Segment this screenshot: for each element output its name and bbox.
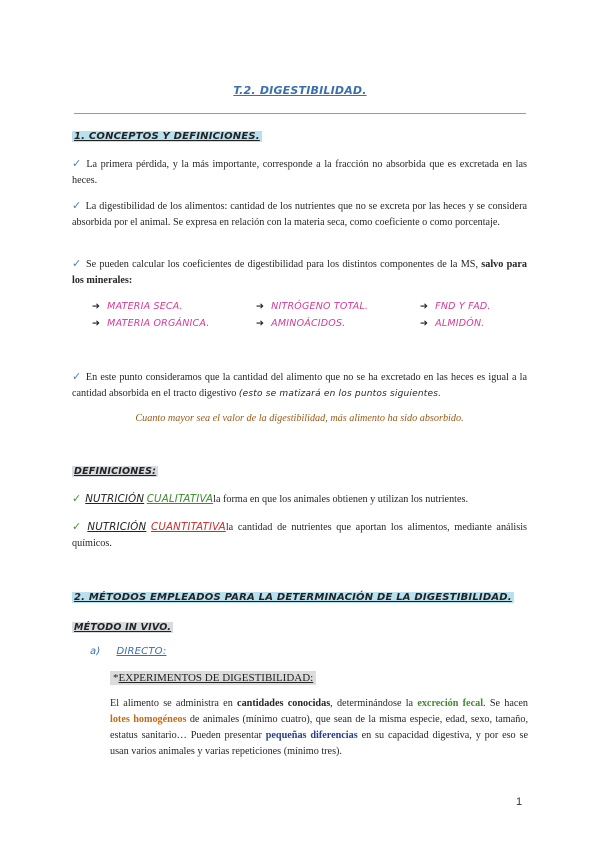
list-item: ALMIDÓN. (435, 318, 485, 329)
text-bold: cantidades conocidas (237, 698, 331, 709)
title-divider (74, 113, 526, 114)
arrow-right-icon: ➔ (92, 301, 101, 312)
experiments-paragraph (110, 696, 528, 760)
paragraph-4-text: En este punto consideramos que la cantidad del alimento que no se ha excretado en las heces es igual a la cantidad absorbida en el tracto digestivo (72, 372, 528, 399)
page-number: 1 (516, 796, 523, 808)
list-item: AMINOÁCIDOS. (271, 318, 346, 329)
list-letter: a) (90, 646, 101, 657)
list-item: MATERIA SECA. (107, 301, 183, 312)
paragraph-2-text: La digestibilidad de los alimentos: cantidad de los nutrientes que no se excreta por las heces y se considera absorbida por el animal. Se expresa en relación con la materia seca, como coeficiente o como porcentaje. (72, 201, 527, 228)
check-icon: ✓ (72, 258, 82, 270)
paragraph-1 (72, 157, 527, 188)
keyword-diferencias: pequeñas diferencias (265, 730, 358, 741)
definition-quantitative (72, 520, 527, 551)
paragraph-3-bold: salvo para los minerales: (72, 259, 528, 286)
section-2-heading: 2. MÉTODOS EMPLEADOS PARA LA DETERMINACIÓN DE LA DIGESTIBILIDAD. (74, 592, 512, 603)
check-icon: ✓ (72, 200, 82, 212)
component-list-col-2 (256, 298, 368, 332)
experiments-heading (110, 671, 316, 685)
paragraph-3 (72, 257, 527, 288)
key-quote: Cuanto mayor sea el valor de la digestibilidad, más alimento ha sido absorbido. (135, 413, 464, 424)
check-icon: ✓ (72, 371, 82, 383)
section-1-heading: 1. CONCEPTOS Y DEFINICIONES. (74, 131, 260, 142)
text-run: El alimento se administra en (110, 698, 233, 709)
asterisk: * (113, 672, 119, 684)
arrow-right-icon: ➔ (256, 301, 265, 312)
definition-text: la forma en que los animales obtienen y utilizan los nutrientes. (213, 494, 469, 505)
keyword-lotes: lotes homogéneos (110, 714, 187, 725)
arrow-right-icon: ➔ (256, 318, 265, 329)
paragraph-4 (72, 370, 527, 402)
component-list-col-1 (92, 298, 209, 332)
check-icon: ✓ (72, 158, 83, 170)
method-heading: MÉTODO IN VIVO. (74, 622, 172, 633)
text-run: . Se hacen (483, 698, 529, 709)
definition-term: NUTRICIÓN (87, 522, 147, 533)
list-item: MATERIA ORGÁNICA. (107, 318, 210, 329)
definition-qualitative (72, 492, 527, 508)
list-item: NITRÓGENO TOTAL. (271, 301, 369, 312)
check-icon: ✓ (72, 493, 82, 505)
definition-keyword: CUALITATIVA (146, 494, 214, 505)
experiments-text: EXPERIMENTOS DE DIGESTIBILIDAD: (118, 672, 314, 684)
text-run: en su capacidad digestiva, y por eso se usan varios animales y varias repeticiones (mínimo tres). (110, 730, 528, 757)
arrow-right-icon: ➔ (420, 301, 429, 312)
definition-term: NUTRICIÓN (85, 494, 145, 505)
definition-text: la cantidad de nutrientes que aportan los alimentos, mediante análisis químicos. (72, 522, 527, 549)
definitions-heading: DEFINICIONES: (74, 466, 157, 477)
text-run: de animales (mínimo cuatro), que sean de la misma especie, edad, sexo, tamaño, estatus sanitario… Pueden presentar (110, 714, 528, 741)
arrow-right-icon: ➔ (420, 318, 429, 329)
direct-method-label (90, 646, 166, 657)
text-run: , determinándose la (330, 698, 414, 709)
definition-keyword: CUANTITATIVA (151, 522, 226, 533)
document-title: T.2. DIGESTIBILIDAD. (233, 84, 367, 97)
paragraph-4-note: (esto se matizará en los puntos siguientes. (238, 388, 442, 399)
check-icon: ✓ (72, 521, 84, 533)
paragraph-1-text: La primera pérdida, y la más importante, corresponde a la fracción no absorbida que es excretada en las heces. (72, 159, 527, 186)
keyword-fecal: excreción fecal (417, 698, 484, 709)
direct-label-text: DIRECTO: (116, 646, 167, 657)
paragraph-2 (72, 199, 527, 230)
component-list-col-3 (420, 298, 491, 332)
list-item: FND Y FAD. (435, 301, 491, 312)
paragraph-3-text: Se pueden calcular los coeficientes de digestibilidad para los distintos componentes de la MS, (85, 259, 478, 270)
arrow-right-icon: ➔ (92, 318, 101, 329)
